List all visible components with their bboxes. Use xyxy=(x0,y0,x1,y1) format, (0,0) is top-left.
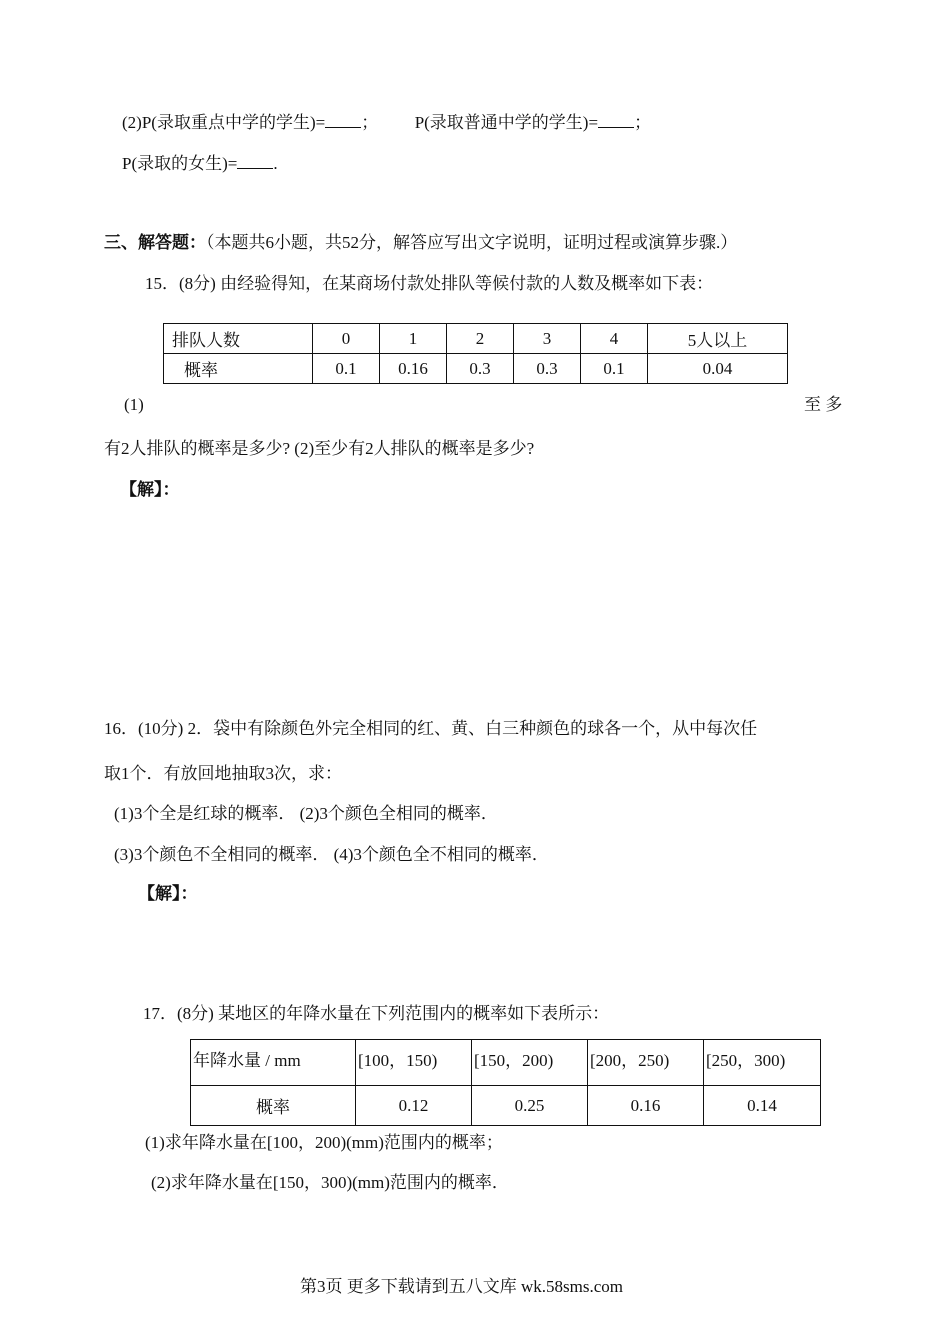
q15-answer-label: 【解】： xyxy=(120,480,180,499)
q16-line3: (1)3个全是红球的概率． (2)3个颜色全相同的概率． xyxy=(114,804,498,823)
table-cell: 排队人数 xyxy=(164,324,313,354)
table-cell: 0.3 xyxy=(447,354,514,384)
period: . xyxy=(273,154,278,173)
section-note: （本题共6小题，共52分，解答应写出文字说明，证明过程或演算步骤.） xyxy=(206,233,738,252)
q14-part2-c: P(录取的女生)= xyxy=(122,154,238,173)
table-cell: 3 xyxy=(514,324,581,354)
q16-line4: (3)3个颜色不全相同的概率． (4)3个颜色全不相同的概率． xyxy=(114,845,549,864)
answer-blank xyxy=(598,112,634,128)
q14-part2-line2 xyxy=(122,153,278,175)
table-cell: 0.16 xyxy=(380,354,447,384)
q15-line2: 有2人排队的概率是多少? (2)至少有2人排队的概率是多少? xyxy=(104,439,535,458)
table-cell: 0 xyxy=(313,324,380,354)
q15-stem: 15．(8分) 由经验得知，在某商场付款处排队等候付款的人数及概率如下表： xyxy=(145,274,714,293)
table-cell: [150，200) xyxy=(472,1040,588,1086)
q15-table xyxy=(163,323,788,384)
q16-answer-label: 【解】： xyxy=(138,884,198,903)
answer-blank xyxy=(237,153,273,169)
q17-part2: (2)求年降水量在[150，300)(mm)范围内的概率． xyxy=(151,1173,509,1192)
table-cell: 0.1 xyxy=(313,354,380,384)
table-cell: 0.1 xyxy=(581,354,648,384)
table-cell: 概率 xyxy=(164,354,313,384)
table-row xyxy=(164,354,788,384)
table-cell: 年降水量 / mm xyxy=(191,1040,356,1086)
table-cell: 1 xyxy=(380,324,447,354)
table-cell: 0.14 xyxy=(704,1086,821,1126)
section-title: 三、解答题： xyxy=(104,233,206,252)
q16-line1: 16．(10分) 2．袋中有除颜色外完全相同的红、黄、白三种颜色的球各一个，从中每次任 xyxy=(104,719,758,738)
separator: ； xyxy=(634,113,652,132)
q14-part2-a: (2)P(录取重点中学的学生)= xyxy=(122,113,326,132)
table-cell: 0.3 xyxy=(514,354,581,384)
q17-stem: 17．(8分) 某地区的年降水量在下列范围内的概率如下表所示： xyxy=(143,1004,610,1023)
q17-part1: (1)求年降水量在[100，200)(mm)范围内的概率； xyxy=(145,1133,503,1152)
table-cell: [200，250) xyxy=(588,1040,704,1086)
q14-part2-line xyxy=(122,112,651,134)
table-cell: 2 xyxy=(447,324,514,354)
table-cell: 0.16 xyxy=(588,1086,704,1126)
table-cell: 4 xyxy=(581,324,648,354)
table-cell: 5人以上 xyxy=(648,324,788,354)
table-cell: 0.04 xyxy=(648,354,788,384)
table-row xyxy=(191,1040,821,1086)
page-footer: 第3页 更多下载请到五八文库 wk.58sms.com xyxy=(300,1277,623,1296)
q15-part1-end: 至 多 xyxy=(804,395,843,414)
answer-blank xyxy=(325,112,361,128)
table-row xyxy=(191,1086,821,1126)
q14-part2-b: P(录取普通中学的学生)= xyxy=(414,113,599,132)
q15-part1-start: (1) xyxy=(124,395,144,414)
q17-table xyxy=(190,1039,821,1126)
q16-line2: 取1个．有放回地抽取3次，求： xyxy=(104,764,342,783)
table-cell: 0.12 xyxy=(356,1086,472,1126)
table-row xyxy=(164,324,788,354)
table-cell: [250，300) xyxy=(704,1040,821,1086)
separator: ； xyxy=(361,113,379,132)
section-heading xyxy=(104,232,737,254)
table-cell: 0.25 xyxy=(472,1086,588,1126)
table-cell: 概率 xyxy=(191,1086,356,1126)
table-cell: [100，150) xyxy=(356,1040,472,1086)
